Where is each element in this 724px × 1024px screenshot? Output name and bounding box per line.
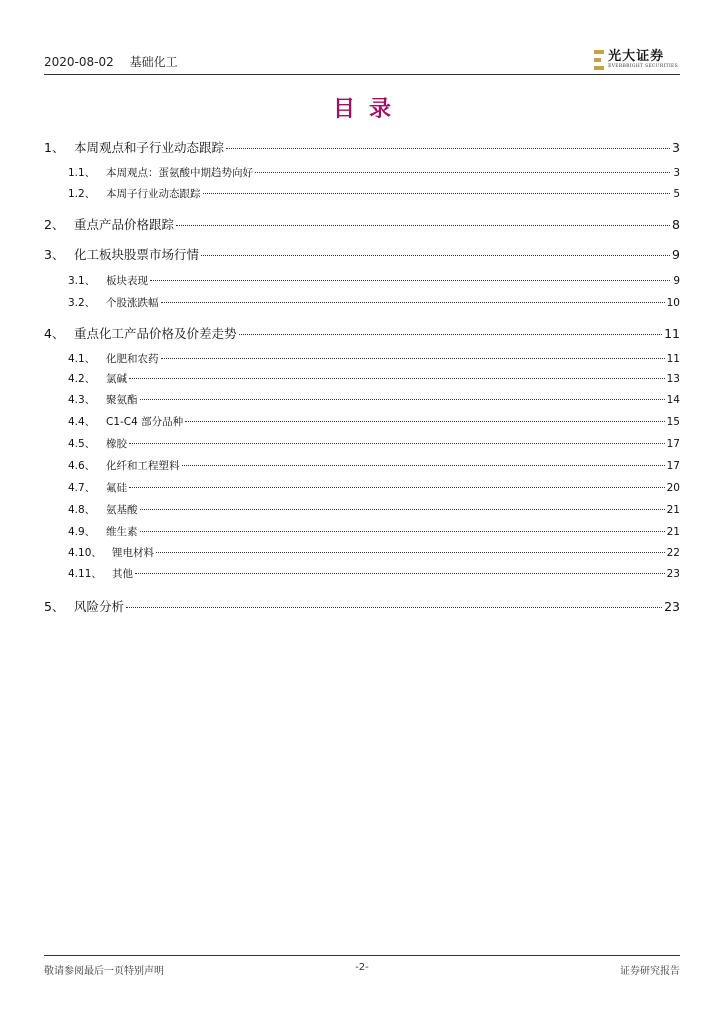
toc-dot-leader <box>129 378 665 379</box>
toc-entry-number: 1.2、 <box>68 188 96 200</box>
toc-entry[interactable] <box>44 458 680 473</box>
toc-entry-page: 13 <box>666 373 680 385</box>
toc-entry-number: 3.2、 <box>68 297 96 309</box>
toc-entry-page: 11 <box>664 326 680 341</box>
toc-dot-leader <box>182 465 665 466</box>
toc-entry-number: 4.4、 <box>68 416 96 428</box>
toc-entry[interactable] <box>44 371 680 386</box>
toc-dot-leader <box>140 531 665 532</box>
toc-entry[interactable] <box>44 138 680 156</box>
toc-entry-label: 重点化工产品价格及价差走势 <box>74 326 237 341</box>
toc-entry-number: 5、 <box>44 599 65 614</box>
toc-entry-page: 8 <box>672 217 680 232</box>
toc-entry-label: 化工板块股票市场行情 <box>74 247 200 262</box>
toc-entry-page: 5 <box>673 188 680 200</box>
toc-entry-number: 4、 <box>44 326 65 341</box>
toc-entry-label: 重点产品价格跟踪 <box>74 217 175 232</box>
toc-entry-label: 本周子行业动态跟踪 <box>106 188 201 200</box>
toc-entry-label: 本周观点和子行业动态跟踪 <box>74 140 225 155</box>
toc-entry-number: 4.8、 <box>68 504 96 516</box>
toc-entry-label: 氟硅 <box>106 482 127 494</box>
toc-entry-page: 17 <box>666 460 680 472</box>
toc-entry-page: 21 <box>666 526 680 538</box>
toc-entry-page: 10 <box>666 297 680 309</box>
toc-dot-leader <box>129 443 665 444</box>
everbright-logo <box>594 50 678 70</box>
toc-entry-number: 4.3、 <box>68 394 96 406</box>
logo-cn-text: 光大证券 <box>608 49 665 64</box>
toc-entry-label: 本周观点：蛋氨酸中期趋势向好 <box>106 167 253 179</box>
toc-entry[interactable] <box>44 165 680 180</box>
toc-entry-label: 氯碱 <box>106 373 127 385</box>
toc-dot-leader <box>140 399 665 400</box>
toc-entry-label: 氨基酸 <box>106 504 138 516</box>
toc-entry-page: 14 <box>666 394 680 406</box>
toc-entry-number: 1、 <box>44 140 65 155</box>
toc-entry-page: 17 <box>666 438 680 450</box>
footer-report-type: 证券研究报告 <box>620 966 680 977</box>
toc-entry-number: 4.7、 <box>68 482 96 494</box>
page-header <box>44 44 680 75</box>
toc-entry-number: 4.9、 <box>68 526 96 538</box>
toc-entry-number: 4.10、 <box>68 547 102 559</box>
toc-entry-number: 2、 <box>44 217 65 232</box>
toc-entry-label: 化肥和农药 <box>106 353 159 365</box>
toc-dot-leader <box>156 552 665 553</box>
toc-entry[interactable] <box>44 324 680 342</box>
toc-entry-number: 4.5、 <box>68 438 96 450</box>
toc-entry[interactable] <box>44 245 680 263</box>
toc-entry-label: 风险分析 <box>74 599 125 614</box>
page-number: -2- <box>355 962 369 973</box>
toc-entry[interactable] <box>44 545 680 560</box>
toc-entry-label: 化纤和工程塑料 <box>106 460 180 472</box>
page-footer <box>44 955 680 976</box>
toc-entry-number: 3、 <box>44 247 65 262</box>
toc-dot-leader <box>129 487 665 488</box>
toc-entry-number: 3.1、 <box>68 275 96 287</box>
toc-dot-leader <box>135 573 665 574</box>
toc-entry[interactable] <box>44 436 680 451</box>
toc-entry-number: 4.2、 <box>68 373 96 385</box>
toc-entry[interactable] <box>44 186 680 201</box>
toc-dot-leader <box>226 148 670 149</box>
toc-entry[interactable] <box>44 273 680 288</box>
toc-entry-label: 橡胶 <box>106 438 127 450</box>
logo-mark-icon <box>594 50 604 70</box>
toc-entry-label: 锂电材料 <box>112 547 154 559</box>
logo-en-text: EVERBRIGHT SECURITIES <box>608 64 678 69</box>
toc-dot-leader <box>201 255 670 256</box>
toc-dot-leader <box>239 334 663 335</box>
toc-entry-number: 4.6、 <box>68 460 96 472</box>
toc-entry-label: 聚氨酯 <box>106 394 138 406</box>
toc-entry-page: 15 <box>666 416 680 428</box>
toc-entry-page: 3 <box>672 140 680 155</box>
toc-dot-leader <box>176 225 670 226</box>
toc-entry[interactable] <box>44 480 680 495</box>
toc-dot-leader <box>255 172 670 173</box>
toc-dot-leader <box>161 302 665 303</box>
toc-entry-page: 22 <box>666 547 680 559</box>
toc-entry-label: 其他 <box>112 568 133 580</box>
footer-disclaimer: 敬请参阅最后一页特别声明 <box>44 966 164 977</box>
toc-entry-label: 维生素 <box>106 526 138 538</box>
toc-dot-leader <box>203 193 671 194</box>
toc-entry-page: 23 <box>664 599 680 614</box>
toc-dot-leader <box>126 607 662 608</box>
toc-entry-label: C1-C4 部分品种 <box>106 416 184 428</box>
toc-entry-page: 11 <box>666 353 680 365</box>
toc-entry[interactable] <box>44 351 680 366</box>
toc-title: 目录 <box>332 96 405 122</box>
toc-entry[interactable] <box>44 215 680 233</box>
toc-entry[interactable] <box>44 392 680 407</box>
report-sector: 基础化工 <box>129 55 178 69</box>
header-info <box>44 53 190 70</box>
toc-entry-page: 9 <box>673 275 680 287</box>
toc-entry-number: 1.1、 <box>68 167 96 179</box>
toc-entry[interactable] <box>44 524 680 539</box>
toc-entry-label: 板块表现 <box>106 275 148 287</box>
toc-entry[interactable] <box>44 502 680 517</box>
toc-dot-leader <box>161 358 665 359</box>
toc-entry[interactable] <box>44 597 680 615</box>
toc-entry[interactable] <box>44 414 680 429</box>
toc-entry-page: 20 <box>666 482 680 494</box>
toc-entry-page: 9 <box>672 247 680 262</box>
toc-dot-leader <box>150 280 670 281</box>
toc-entry-page: 21 <box>666 504 680 516</box>
toc-entry[interactable] <box>44 566 680 581</box>
toc-entry-label: 个股涨跌幅 <box>106 297 159 309</box>
toc-entry-page: 3 <box>673 167 680 179</box>
report-date: 2020-08-02 <box>44 55 114 69</box>
toc-dot-leader <box>185 421 664 422</box>
toc-dot-leader <box>140 509 665 510</box>
toc-entry-number: 4.11、 <box>68 568 102 580</box>
toc-entry-number: 4.1、 <box>68 353 96 365</box>
toc-entry-page: 23 <box>666 568 680 580</box>
toc-entry[interactable] <box>44 295 680 310</box>
